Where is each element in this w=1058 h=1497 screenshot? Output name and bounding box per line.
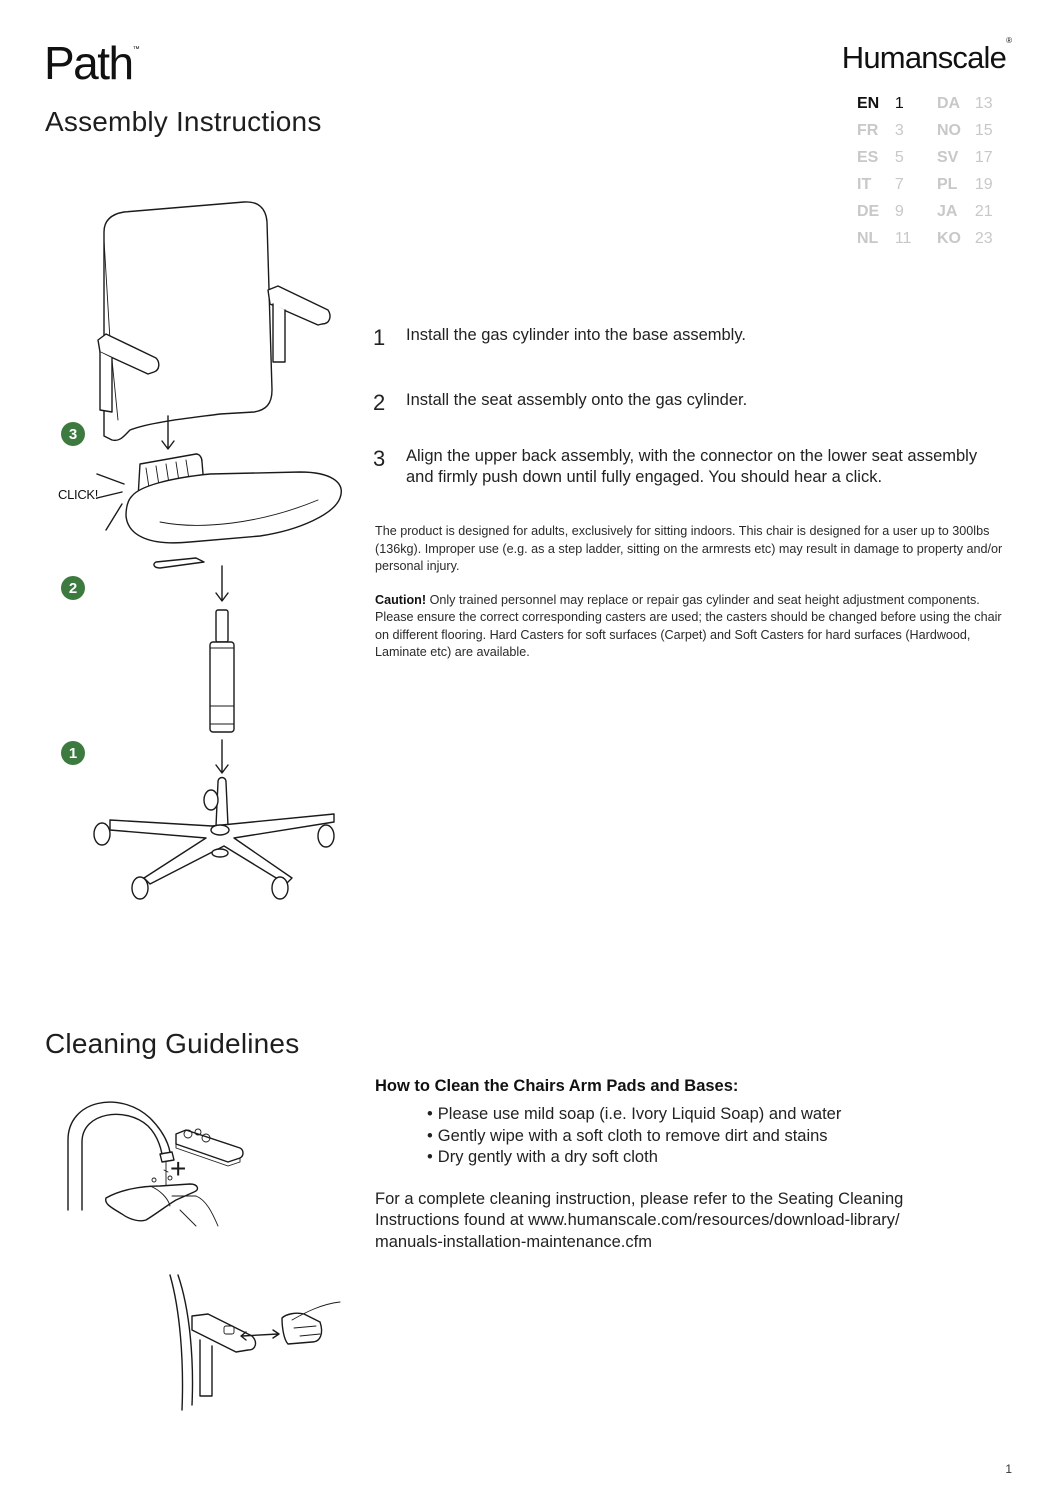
lang-page-ja: 21 [974, 202, 993, 220]
lang-code-fr[interactable]: FR [857, 121, 879, 139]
language-row [857, 171, 1017, 198]
cleaning-instructions [375, 1075, 975, 1253]
lang-code-en[interactable]: EN [857, 94, 880, 112]
cleaning-section-title: Cleaning Guidelines [45, 1028, 300, 1059]
lang-page-en: 1 [894, 94, 904, 112]
lang-code-nl[interactable]: NL [857, 229, 879, 247]
step-text: Align the upper back assembly, with the connector on the lower seat assembly and firmly push down until fully engaged. You should hear a click. [406, 447, 978, 486]
cleaning-illustration-armrest [150, 1260, 370, 1420]
hand-with-cloth-drawing [282, 1302, 340, 1344]
step-number: 3 [373, 446, 386, 471]
cleaning-bullet-list [427, 1104, 975, 1169]
page-number: 1 [1005, 1462, 1012, 1476]
cleaning-reference: For a complete cleaning instruction, please refer to the Seating Cleaning Instructions found at www.humanscale.com/resources/download-library/ manuals-installation-maintenance.cfm [375, 1189, 904, 1251]
lang-page-ko: 23 [974, 229, 993, 247]
language-row [857, 225, 1017, 252]
lang-page-pl: 19 [974, 175, 993, 193]
chair-assembly-illustration [0, 190, 360, 910]
lang-page-da: 13 [974, 94, 993, 112]
step-badge-1: 1 [61, 741, 85, 765]
safety-notes [375, 523, 1015, 678]
assembly-step [373, 325, 1013, 349]
assembly-step [373, 390, 1013, 414]
gas-cylinder-drawing [210, 610, 234, 732]
step-number: 2 [373, 390, 386, 415]
caution-text: Only trained personnel may replace or repair gas cylinder and seat height adjustment components. Please ensure the correct corresponding casters are used; the casters should be changed before using the chair on different flooring. Hard Casters for soft surfaces (Carpet) and Soft Casters for hard surfaces (Hardwood, Laminate etc) are available. [375, 592, 1002, 659]
lang-code-ja[interactable]: JA [937, 202, 958, 220]
caution-note [375, 592, 1015, 662]
base-drawing [94, 778, 334, 900]
lang-code-sv[interactable]: SV [937, 148, 959, 166]
lang-page-de: 9 [894, 202, 904, 220]
click-sound-lines [97, 474, 124, 530]
step-number: 1 [373, 325, 386, 350]
click-label: CLICK! [58, 487, 99, 502]
cleaning-bullet: • Please use mild soap (i.e. Ivory Liquid Soap) and water [427, 1104, 975, 1126]
lang-page-it: 7 [894, 175, 904, 193]
cleaning-heading: How to Clean the Chairs Arm Pads and Bases: [375, 1077, 739, 1095]
lang-page-fr: 3 [894, 121, 904, 139]
seat-drawing [126, 454, 341, 568]
assembly-step [373, 446, 1013, 488]
step-text: Install the gas cylinder into the base assembly. [406, 326, 746, 344]
trademark-symbol: ™ [132, 46, 140, 53]
lang-page-nl: 11 [894, 229, 912, 247]
product-title [44, 37, 140, 89]
language-row [857, 90, 1017, 117]
language-row [857, 117, 1017, 144]
plus-sign: + [170, 1153, 187, 1184]
registered-mark: ® [1006, 35, 1012, 45]
lang-page-sv: 17 [974, 148, 993, 166]
lang-code-ko[interactable]: KO [937, 229, 961, 247]
cleaning-bullet: • Gently wipe with a soft cloth to remove dirt and stains [427, 1126, 975, 1148]
lang-code-de[interactable]: DE [857, 202, 880, 220]
brand-logo [841, 35, 1012, 75]
armrest-drawing [170, 1275, 255, 1410]
caution-label: Caution! [375, 592, 427, 607]
usage-note: The product is designed for adults, exclusively for sitting indoors. This chair is designed for a user up to 300lbs (136kg). Improper use (e.g. as a step ladder, sitting on the armrests etc) may result in damage to property and/or personal injury. [375, 524, 1003, 573]
step-badge-3: 3 [61, 422, 85, 446]
lang-code-no[interactable]: NO [937, 121, 961, 139]
hand-with-part-drawing [106, 1176, 218, 1226]
assembly-section-title: Assembly Instructions [45, 106, 322, 137]
lang-code-pl[interactable]: PL [937, 175, 958, 193]
lang-code-es[interactable]: ES [857, 148, 879, 166]
product-name: Path [44, 37, 133, 89]
step-text: Install the seat assembly onto the gas cylinder. [406, 391, 748, 409]
language-index [857, 90, 1017, 252]
lang-page-es: 5 [894, 148, 904, 166]
language-row [857, 198, 1017, 225]
step-badge-2: 2 [61, 576, 85, 600]
backrest-drawing [98, 202, 330, 440]
language-row [857, 144, 1017, 171]
lang-code-it[interactable]: IT [857, 175, 872, 193]
lang-code-da[interactable]: DA [937, 94, 961, 112]
brand-name: Humanscale [841, 40, 1007, 75]
lang-page-no: 15 [974, 121, 993, 139]
cleaning-bullet: • Dry gently with a dry soft cloth [427, 1147, 975, 1169]
